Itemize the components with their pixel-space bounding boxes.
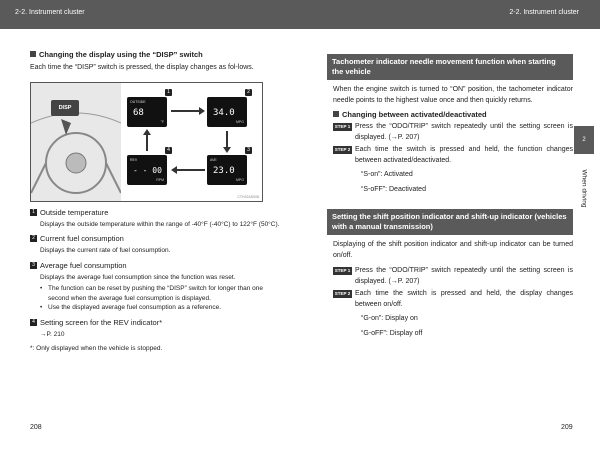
outside-temp-screen: OUTSIDE 68 °F [127,97,167,127]
step-badge: STEP 2 [334,147,351,152]
section-title: Changing the display using the “DISP” switch [30,50,280,60]
figure-code: CTH22AS008 [237,194,259,199]
step-badge: STEP 1 [334,124,351,129]
list-item: 3 Average fuel consumption Displays the average fuel consumption since the function was reset. • The function can be reset by pushing the “DISP” switch for longer than one second when the average fuel consumption is displayed. • Use the displayed average fuel consumption as a reference. [30,261,280,313]
rev-indicator-screen: REV - - 00 RPM [127,155,167,185]
option-text: “G-oFF”: Display off [361,329,423,337]
screen-number-1: 1 [165,89,172,96]
cycle-arrows [127,89,259,195]
page-number-left: 208 [30,424,42,431]
subsection-title: Changing between activated/deactivated [327,110,573,120]
screen-number-4: 4 [165,147,172,154]
header-right-title: 2-2. Instrument cluster [509,9,579,16]
step-item: STEP 1 Press the “ODO/TRIP” switch repeatedly until the setting screen is displayed. (→P. 207) [334,267,573,285]
header-bar [0,0,600,29]
step-item: STEP 1 Press the “ODO/TRIP” switch repeatedly until the setting screen is displayed. (→P. 207) [334,123,573,141]
arrow-down-icon [223,147,231,153]
bullet-item: • The function can be reset by pushing the “DISP” switch for longer than one second when the average fuel consumption is displayed. [40,284,280,303]
bullet-item: • Use the displayed average fuel consumption as a reference. [40,303,280,313]
screen-number-3: 3 [245,147,252,154]
intro-text: Each time the “DISP” switch is pressed, the display changes as fol-lows. [30,64,254,71]
list-item: 4 Setting screen for the REV indicator* →P. 210 [30,318,280,340]
screen-number-2: 2 [245,89,252,96]
average-fuel-screen: AVE 23.0 MPG [207,155,247,185]
square-bullet-icon [30,51,36,57]
shift-indicator-section-title: Setting the shift position indicator and shift-up indicator (vehicles with a manual transmission) [327,209,573,235]
step-item: STEP 2 Each time the switch is pressed and held, the display changes between on/off. [334,290,573,308]
option-text: “S-on”: Activated [361,171,413,178]
disp-switch-callout: DISP [51,100,79,116]
step-badge: STEP 1 [334,268,351,273]
step-item: STEP 2 Each time the switch is pressed and held, the function changes between activated/deactivated. [334,146,573,164]
shift-indicator-text: Displaying of the shift position indicator and shift-up indicator can be turned on/off. [333,241,573,259]
header-left-title: 2-2. Instrument cluster [15,9,85,16]
tachometer-text: When the engine switch is turned to “ON” position, the tachometer indicator needle points to the highest value once and then quickly returns. [333,86,573,104]
chapter-tab[interactable]: 2 [574,126,594,154]
page-reference-link[interactable]: →P. 210 [40,330,65,338]
tachometer-section-title: Tachometer indicator needle movement function when starting the vehicle [327,54,573,80]
current-fuel-screen: 34.0 MPG [207,97,247,127]
page-number-right: 209 [561,424,573,431]
item-list [30,208,280,340]
left-page-column [30,50,280,353]
arrow-left-icon [171,166,177,174]
arrow-up-icon [143,129,151,135]
chapter-side-label: When driving [580,169,588,208]
option-text: “S-oFF”: Deactivated [361,185,426,193]
list-item: 2 Current fuel consumption Displays the current rate of fuel consumption. [30,234,280,256]
bullet-list [40,284,280,313]
option-text: “G-on”: Display on [361,315,418,322]
square-bullet-icon [333,111,339,117]
display-figure [30,82,263,202]
screen-cycle-diagram [127,89,259,195]
step-badge: STEP 2 [334,291,351,296]
arrow-right-icon [199,107,205,115]
footnote: *: Only displayed when the vehicle is stopped. [30,345,163,352]
right-page-column [327,54,573,339]
list-item: 1 Outside temperature Displays the outside temperature within the range of -40°F (-40°C) to 122°F (50°C). [30,208,280,230]
